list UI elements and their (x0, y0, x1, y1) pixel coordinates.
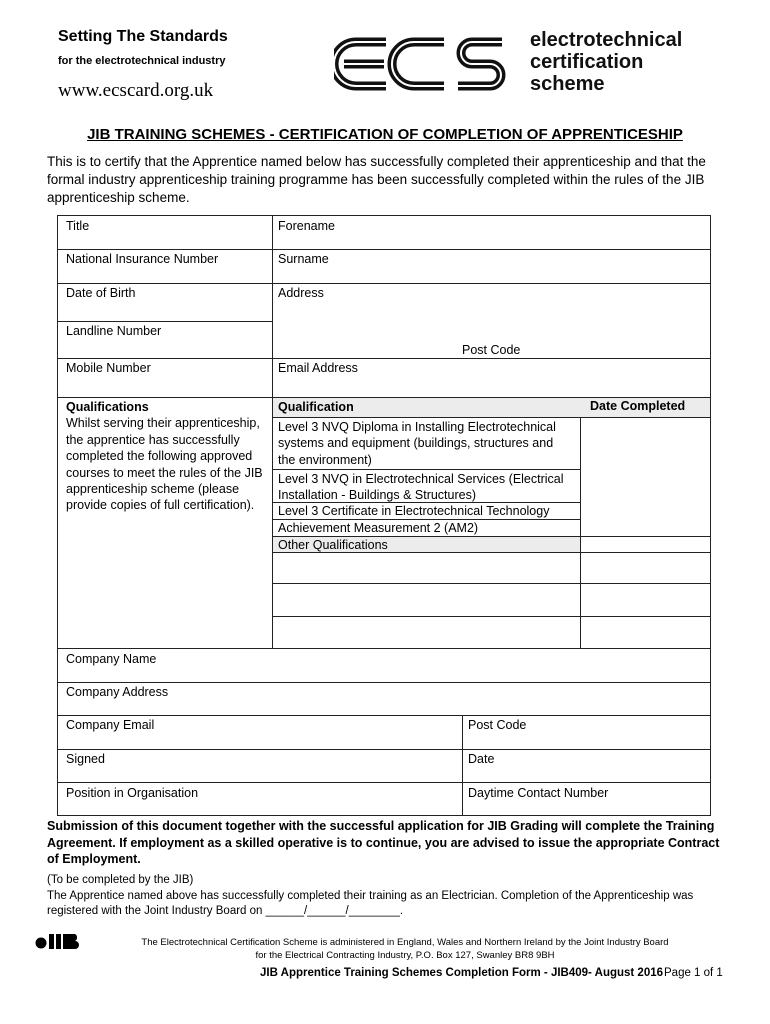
label-position: Position in Organisation (66, 786, 199, 800)
qualification-item-1: Level 3 NVQ Diploma in Installing Electrotechnical systems and equipment (buildings, structures and the environment) (278, 420, 556, 467)
label-forename: Forename (278, 219, 335, 233)
col-qualification: Qualification (278, 400, 354, 414)
ecs-logo (334, 30, 510, 98)
qualifications-description: Whilst serving their apprenticeship, the apprentice has successfully completed the following approved courses to meet the rules of the JIB apprenticeship scheme (please provide copies of full certification). (66, 416, 263, 513)
intro-paragraph: This is to certify that the Apprentice named below has successfully completed their apprenticeship and that the formal industry apprenticeship training programme has been successfully completed within the rules of the JIB apprenticeship scheme. (47, 154, 706, 205)
label-company-postcode: Post Code (468, 718, 527, 732)
header-title: Setting The Standards (58, 28, 228, 45)
label-daytime-contact: Daytime Contact Number (468, 786, 609, 800)
label-signed: Signed (66, 752, 105, 766)
footer-admin-text (100, 936, 710, 962)
jib-note-line-2: The Apprentice named above has successfully completed their training as an Electrician. Completion of the Apprenticeship was registered with the Joint Industry Board on ______/______/________. (47, 889, 694, 917)
jib-logo-text: JIB (35, 931, 37, 932)
footer-line-1: The Electrotechnical Certification Scheme is administered in England, Wales and Northern Ireland by the Joint Industry Board (141, 937, 669, 948)
label-address: Address (278, 286, 324, 300)
logo-text-line-2: certification (530, 51, 644, 73)
logo-text (530, 29, 682, 95)
header-subtitle: for the electrotechnical industry (58, 55, 226, 67)
qualification-item-5: Other Qualifications (278, 538, 388, 552)
qualification-item-3: Level 3 Certificate in Electrotechnical Technology (278, 504, 550, 518)
jib-logo (35, 931, 87, 951)
submission-notice: Submission of this document together with the successful application for JIB Grading will complete the Training Agreement. If employment as a skilled operative is to continue, you are advised to issue the appropriate Contract of Employment. (47, 819, 720, 866)
col-date-completed: Date Completed (590, 399, 686, 413)
page-number: Page 1 of 1 (664, 967, 723, 979)
label-title: Title (66, 219, 90, 233)
label-company-email: Company Email (66, 718, 155, 732)
label-landline: Landline Number (66, 324, 162, 338)
jib-note-line-1: (To be completed by the JIB) (47, 874, 194, 886)
label-postcode: Post Code (462, 343, 521, 357)
form-id: JIB Apprentice Training Schemes Completion Form - JIB409- August 2016 (260, 967, 664, 979)
document-title: JIB TRAINING SCHEMES - CERTIFICATION OF COMPLETION OF APPRENTICESHIP (87, 126, 683, 143)
label-mobile: Mobile Number (66, 361, 151, 375)
qualifications-heading: Qualifications (66, 400, 149, 414)
header-url[interactable]: www.ecscard.org.uk (58, 80, 214, 101)
footer-line-2: for the Electrical Contracting Industry, P.O. Box 127, Swanley BR8 9BH (255, 950, 555, 961)
form-table (57, 215, 711, 816)
label-company-address: Company Address (66, 685, 169, 699)
qualifications-section (66, 399, 266, 514)
label-email: Email Address (278, 361, 358, 375)
logo-text-line-1: electrotechnical (530, 29, 683, 51)
qualification-item-2: Level 3 NVQ in Electrotechnical Services (Electrical Installation - Buildings & Structures) (278, 472, 564, 503)
label-company-name: Company Name (66, 652, 157, 666)
qualification-item-4: Achievement Measurement 2 (AM2) (278, 521, 479, 535)
label-surname: Surname (278, 252, 329, 266)
logo-text-line-3: scheme (530, 73, 605, 95)
label-ni-number: National Insurance Number (66, 252, 219, 266)
jib-note (47, 873, 727, 920)
label-dob: Date of Birth (66, 286, 136, 300)
label-date: Date (468, 752, 495, 766)
